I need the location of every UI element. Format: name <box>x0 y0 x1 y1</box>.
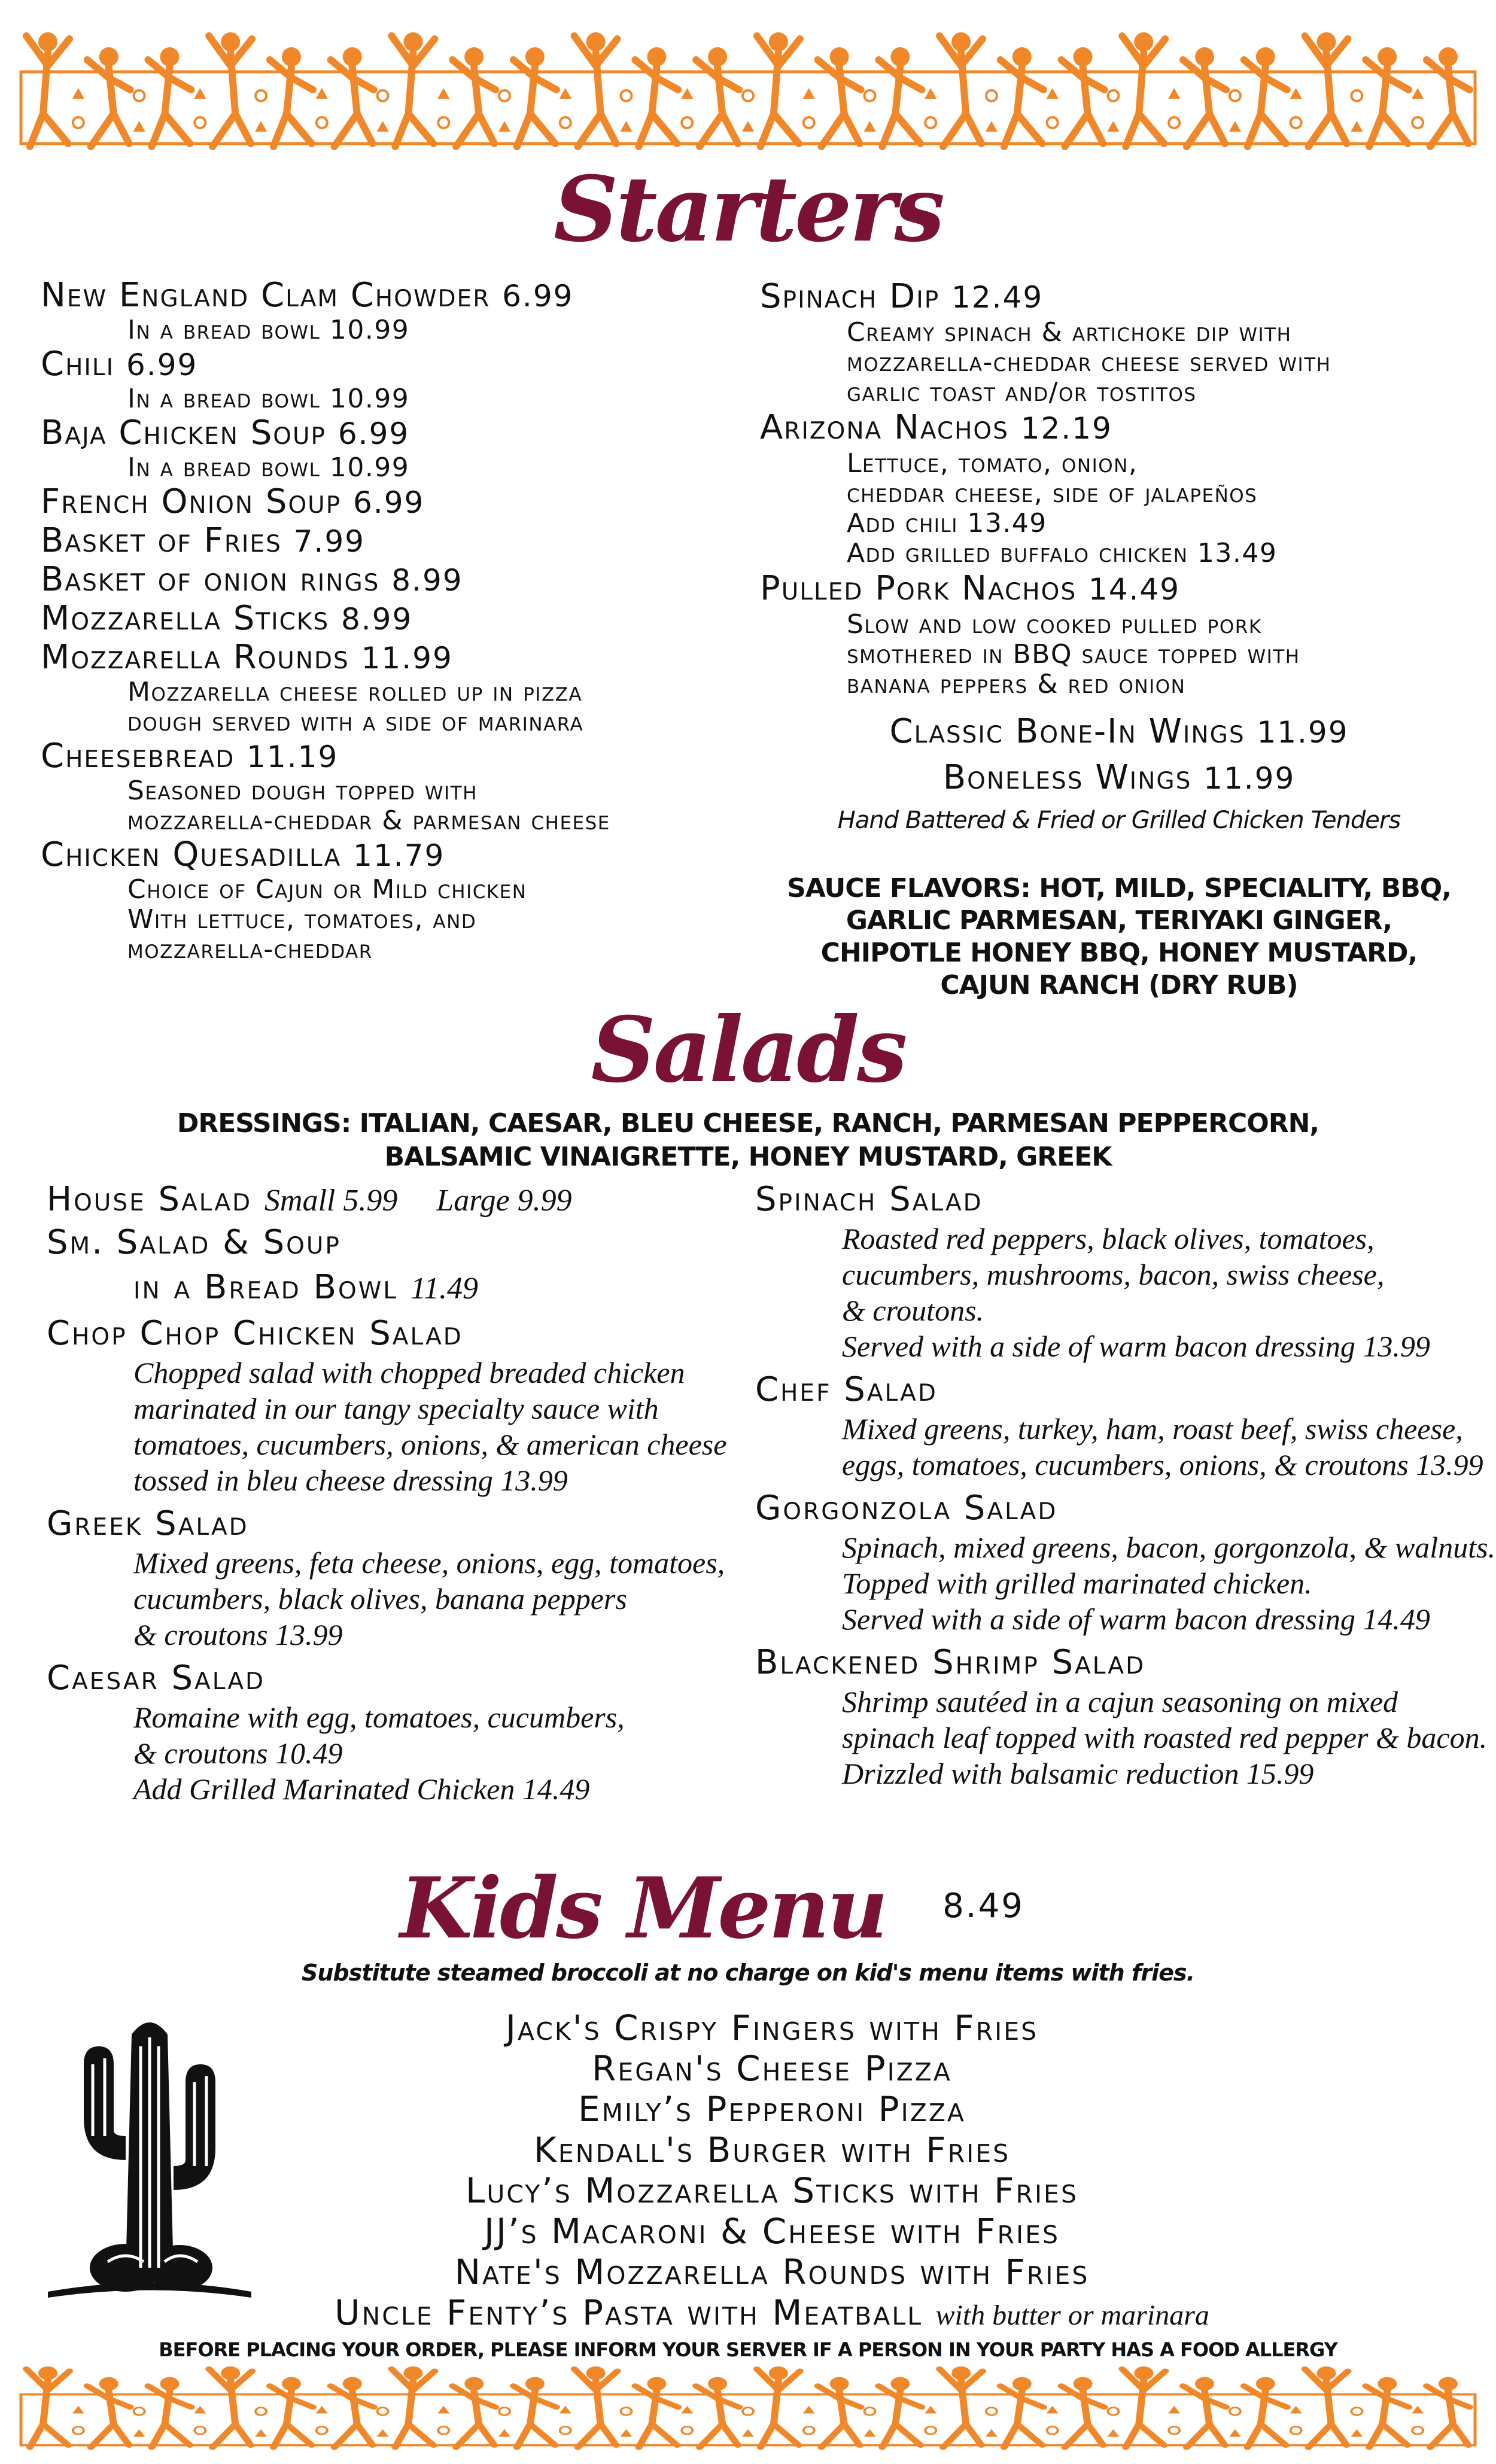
kids-item-name: JJ’s Macaroni & Cheese with Fries <box>484 2211 1060 2252</box>
salad-item <box>47 1222 753 1264</box>
salad-name: Gorgonzola Salad <box>755 1489 1058 1528</box>
starter-item <box>760 568 1478 610</box>
sauce-line: CHIPOTLE HONEY BBQ, HONEY MUSTARD, <box>820 938 1418 968</box>
starter-item <box>41 522 747 561</box>
salad-description: Chopped salad with chopped breaded chicken <box>133 1356 685 1389</box>
salad-name: Spinach Salad <box>755 1180 983 1219</box>
starter-price: 14.49 <box>1088 572 1181 607</box>
sauce-line: CAJUN RANCH (DRY RUB) <box>940 970 1298 1000</box>
starter-description: mozzarella-cheddar cheese served with <box>847 347 1331 378</box>
starter-description: smothered in BBQ sauce topped with <box>847 639 1300 670</box>
salad-item <box>47 1264 753 1313</box>
salad-price: 11.49 <box>410 1271 478 1306</box>
starter-price: 11.79 <box>353 838 445 873</box>
spacer <box>47 1653 753 1657</box>
starter-name: French Onion Soup <box>41 482 342 521</box>
sauce-flavors <box>760 872 1478 1002</box>
starter-name: Mozzarella Rounds <box>41 638 349 677</box>
wings-block <box>760 709 1478 839</box>
kids-item-name: Kendall's Burger with Fries <box>533 2130 1011 2170</box>
salad-description: cucumbers, mushrooms, bacon, swiss cheese, <box>842 1258 1385 1291</box>
wings-note: Hand Battered & Fried or Grilled Chicken Tenders <box>837 807 1401 834</box>
starter-description: Lettuce, tomato, onion, <box>847 448 1138 479</box>
starter-description: Mozzarella cheese rolled up in pizza <box>127 677 583 707</box>
starter-price: 6.99 <box>353 485 425 520</box>
kids-item <box>251 2252 1293 2292</box>
allergy-note: BEFORE PLACING YOUR ORDER, PLEASE INFORM YOUR SERVER IF A PERSON IN YOUR PARTY HAS A FOOD ALLERGY <box>159 2338 1337 2361</box>
salad-item <box>755 1487 1485 1529</box>
starter-name: New England Clam Chowder <box>41 276 491 315</box>
salad-description: Mixed greens, turkey, ham, roast beef, swiss cheese, <box>842 1412 1463 1446</box>
salad-description: Romaine with egg, tomatoes, cucumbers, <box>133 1701 625 1734</box>
salad-name: Sm. Salad & Soup <box>47 1223 341 1262</box>
starter-description: With lettuce, tomatoes, and <box>127 904 477 935</box>
starter-description: Choice of Cajun or Mild chicken <box>127 874 527 905</box>
salad-price: Small 5.99 Large 9.99 <box>264 1184 572 1218</box>
wings-item <box>760 709 1478 755</box>
starter-item <box>41 836 747 875</box>
wings-name: Classic Bone-In Wings <box>889 712 1245 751</box>
starter-item <box>41 276 747 315</box>
salad-description: Served with a side of warm bacon dressing 14.49 <box>842 1602 1430 1636</box>
starter-price: 6.99 <box>337 416 410 451</box>
salad-description: Roasted red peppers, black olives, tomatoes, <box>842 1222 1375 1255</box>
spacer <box>755 1791 1485 1796</box>
kids-note: Substitute steamed broccoli at no charge on kid's menu items with fries. <box>301 1960 1195 1986</box>
kids-item <box>251 2130 1293 2170</box>
starter-description: garlic toast and/or tostitos <box>847 377 1197 407</box>
dressing-line: BALSAMIC VINAIGRETTE, HONEY MUSTARD, GREEK <box>384 1142 1112 1172</box>
starter-description: mozzarella-cheddar <box>127 934 373 965</box>
cactus-icon <box>42 2010 257 2310</box>
wings-price: 11.99 <box>1203 761 1296 796</box>
bottom-kokopelli-banner <box>18 2360 1478 2462</box>
starter-item <box>41 600 747 638</box>
wings-price: 11.99 <box>1257 715 1349 750</box>
salad-description: Mixed greens, feta cheese, onions, egg, tomatoes, <box>133 1546 725 1580</box>
salad-description: cucumbers, black olives, banana peppers <box>133 1582 627 1616</box>
starter-price: 12.49 <box>951 280 1044 315</box>
kids-item <box>251 2089 1293 2130</box>
starter-item <box>41 483 747 522</box>
starter-name: Pulled Pork Nachos <box>760 569 1077 608</box>
salad-description: Drizzled with balsamic reduction 15.99 <box>842 1757 1314 1790</box>
salad-description: & croutons 13.99 <box>133 1618 343 1651</box>
salads-heading: Salads <box>591 997 905 1103</box>
salad-description: Add Grilled Marinated Chicken 14.49 <box>133 1772 590 1806</box>
kids-item <box>251 2007 1293 2048</box>
starter-description: dough served with a side of marinara <box>127 707 584 737</box>
salad-description: & croutons. <box>842 1294 984 1327</box>
starter-description: In a bread bowl 10.99 <box>127 315 410 345</box>
kids-item-name: Nate's Mozzarella Rounds with Fries <box>454 2252 1090 2292</box>
salad-description: spinach leaf topped with roasted red pepper & bacon. <box>842 1721 1488 1754</box>
salad-description: eggs, tomatoes, cucumbers, onions, & croutons 13.99 <box>842 1448 1483 1482</box>
starter-name: Mozzarella Sticks <box>41 599 330 638</box>
salad-description: Served with a side of warm bacon dressing 13.99 <box>842 1330 1430 1363</box>
starter-item <box>41 737 747 776</box>
starter-name: Baja Chicken Soup <box>41 413 327 452</box>
kids-item <box>251 2292 1293 2336</box>
salad-name: in a Bread Bowl <box>133 1268 399 1307</box>
salad-name: Chop Chop Chicken Salad <box>47 1314 463 1353</box>
starter-price: 6.99 <box>502 279 574 314</box>
starter-name: Basket of Fries <box>41 521 282 560</box>
salad-name: Caesar Salad <box>47 1659 266 1698</box>
salad-description: tossed in bleu cheese dressing 13.99 <box>133 1464 568 1497</box>
wings-item <box>760 755 1478 801</box>
kids-item-option: with butter or marinara <box>935 2299 1209 2331</box>
starter-name: Cheesebread <box>41 737 235 775</box>
kids-item-name: Jack's Crispy Fingers with Fries <box>505 2007 1039 2048</box>
kids-item <box>251 2211 1293 2252</box>
starter-price: 6.99 <box>126 348 198 382</box>
starter-description: Creamy spinach & artichoke dip with <box>847 317 1292 348</box>
salad-item <box>47 1657 753 1699</box>
salad-description: Shrimp sautéed in a cajun seasoning on mixed <box>842 1685 1398 1718</box>
starters-right-column <box>760 276 1478 699</box>
salad-item <box>47 1179 753 1222</box>
salad-item <box>47 1503 753 1545</box>
kids-item-name: Lucy’s Mozzarella Sticks with Fries <box>466 2170 1078 2211</box>
salad-name: Chef Salad <box>755 1370 938 1409</box>
starter-item <box>760 407 1478 449</box>
starter-description: Add grilled buffalo chicken 13.49 <box>847 538 1278 568</box>
cactus <box>42 2010 257 2310</box>
kokopelli-banner-icon <box>18 24 1478 168</box>
kids-price: 8.49 <box>942 1887 1024 1925</box>
starters-heading: Starters <box>553 157 943 262</box>
starter-description: In a bread bowl 10.99 <box>127 452 410 483</box>
starter-name: Arizona Nachos <box>760 408 1009 447</box>
salad-name: Greek Salad <box>47 1504 249 1543</box>
salad-item <box>755 1369 1485 1411</box>
dressings-list <box>0 1107 1496 1174</box>
salad-item <box>755 1642 1485 1684</box>
top-kokopelli-banner <box>18 24 1478 168</box>
salad-item <box>47 1313 753 1355</box>
salad-item <box>755 1179 1485 1221</box>
spacer <box>47 1498 753 1503</box>
starter-price: 11.19 <box>247 740 339 774</box>
starter-description: cheddar cheese, side of jalapeños <box>847 478 1258 509</box>
starters-left-column <box>41 276 747 965</box>
salads-right-column <box>755 1179 1496 1796</box>
salad-description: marinated in our tangy specialty sauce with <box>133 1392 659 1425</box>
salad-description: tomatoes, cucumbers, onions, & american cheese <box>133 1428 727 1461</box>
kids-item <box>251 2170 1293 2211</box>
salad-description: Spinach, mixed greens, bacon, gorgonzola, & walnuts. <box>842 1531 1496 1564</box>
starter-description: Seasoned dough topped with <box>127 775 478 806</box>
starter-name: Spinach Dip <box>760 277 940 316</box>
starter-price: 7.99 <box>293 524 365 559</box>
starter-item <box>41 345 747 384</box>
salad-name: House Salad <box>47 1180 253 1219</box>
kids-item <box>251 2048 1293 2089</box>
salad-name: Blackened Shrimp Salad <box>755 1643 1146 1682</box>
starter-price: 12.19 <box>1020 411 1112 446</box>
starter-description: mozzarella-cheddar & parmesan cheese <box>127 805 610 836</box>
starter-item <box>41 414 747 453</box>
salad-description: Topped with grilled marinated chicken. <box>842 1566 1312 1600</box>
wings-name: Boneless Wings <box>942 758 1192 797</box>
salads-left-column <box>47 1179 753 1812</box>
spacer <box>755 1364 1485 1369</box>
starter-name: Chicken Quesadilla <box>41 835 342 874</box>
starter-name: Chili <box>41 345 115 384</box>
kids-item-name: Regan's Cheese Pizza <box>592 2048 952 2089</box>
sauce-line: SAUCE FLAVORS: HOT, MILD, SPECIALITY, BBQ, <box>787 873 1451 904</box>
dressing-line: DRESSINGS: ITALIAN, CAESAR, BLEU CHEESE, RANCH, PARMESAN PEPPERCORN, <box>177 1108 1319 1139</box>
starter-description: Slow and low cooked pulled pork <box>847 609 1262 640</box>
spacer <box>755 1637 1485 1642</box>
starter-description: In a bread bowl 10.99 <box>127 384 410 414</box>
starter-item <box>760 276 1478 318</box>
starter-price: 8.99 <box>340 602 413 637</box>
starter-price: 8.99 <box>391 563 463 598</box>
kids-item-name: Uncle Fenty’s Pasta with Meatball <box>335 2292 923 2333</box>
kids-items <box>251 2007 1293 2336</box>
spacer <box>755 1483 1485 1487</box>
spacer <box>47 1807 753 1812</box>
kids-heading: Kids Menu <box>400 1860 886 1958</box>
kokopelli-banner-icon <box>18 2360 1478 2462</box>
salad-description: & croutons 10.49 <box>133 1736 343 1770</box>
starter-description: Add chili 13.49 <box>847 508 1047 539</box>
starter-price: 11.99 <box>361 641 453 676</box>
starter-item <box>41 561 747 600</box>
starter-description: banana peppers & red onion <box>847 669 1186 699</box>
kids-heading-row <box>0 1861 1496 1957</box>
starter-name: Basket of onion rings <box>41 560 380 599</box>
starter-item <box>41 638 747 677</box>
sauce-line: GARLIC PARMESAN, TERIYAKI GINGER, <box>846 905 1392 936</box>
kids-item-name: Emily’s Pepperoni Pizza <box>578 2089 966 2130</box>
